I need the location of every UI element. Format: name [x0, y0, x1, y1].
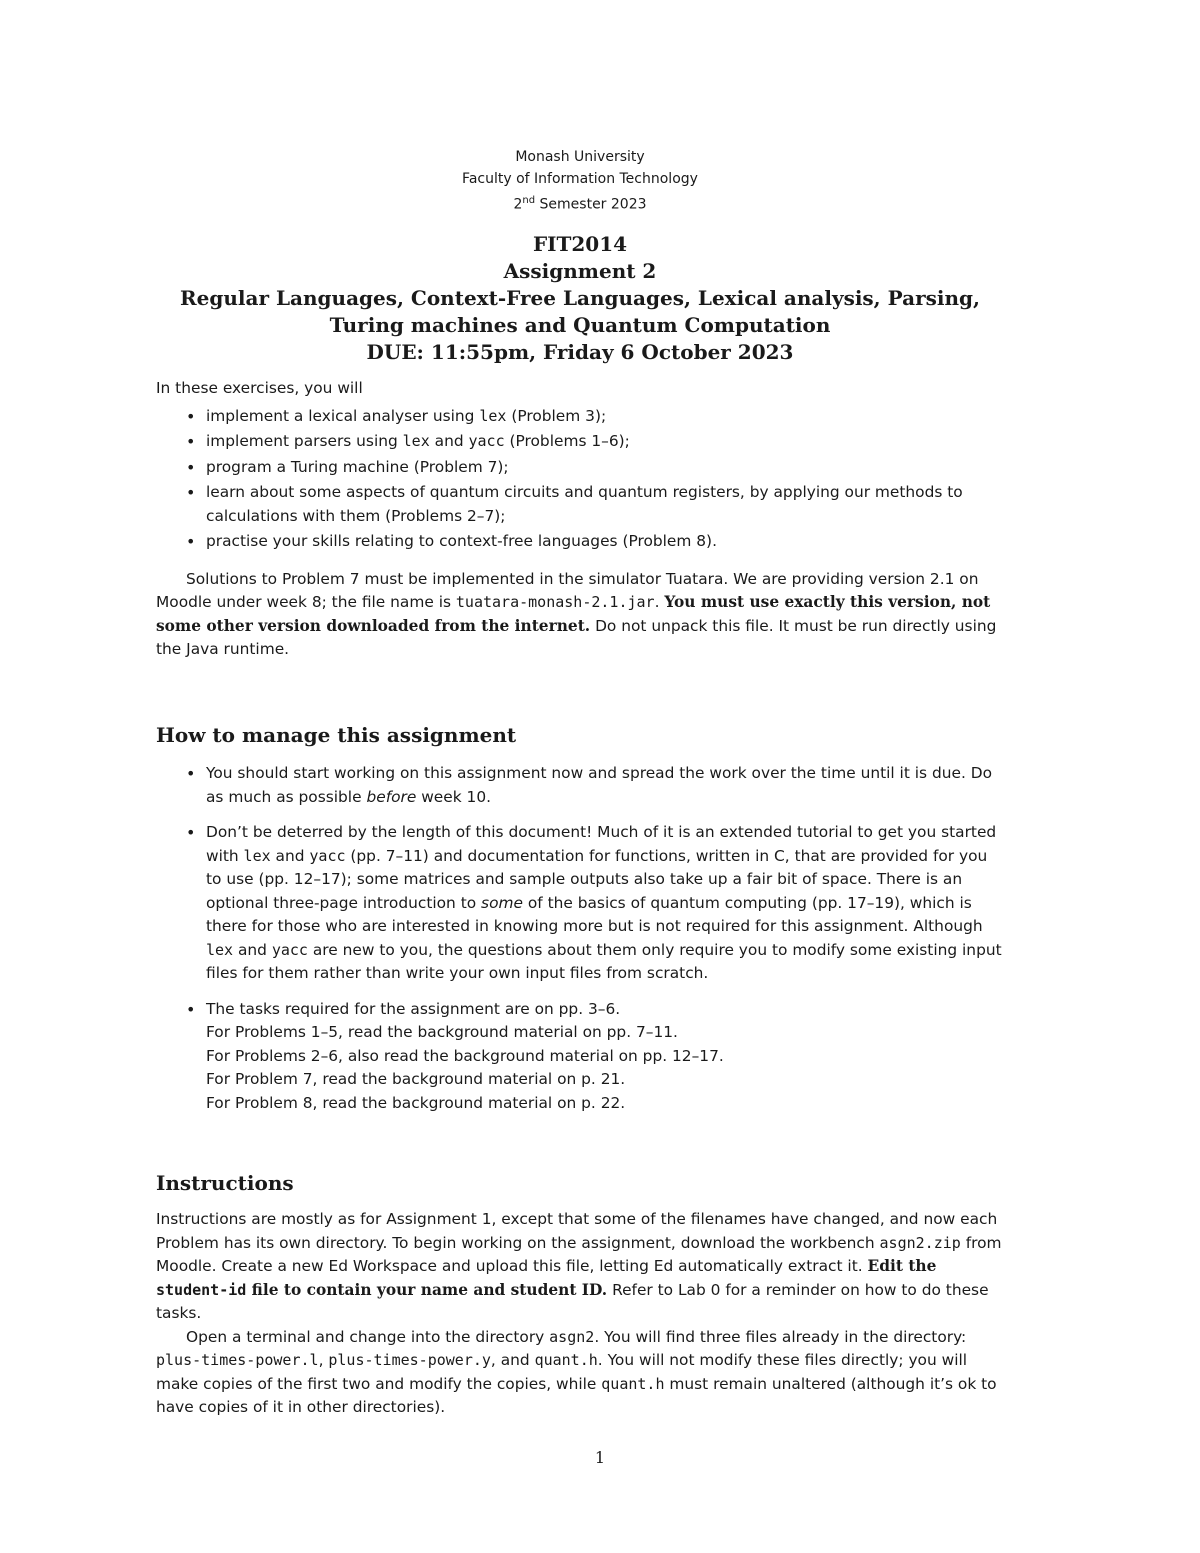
instructions-paragraph-1: Instructions are mostly as for Assignment 1, except that some of the filenames have changed, and now each Problem has its own directory. To begin working on the assignment, download the workbench asgn2.zip from Moodle. Create a new Ed Workspace and upload this file, letting Ed automatically extract it. Edit the student-id file to contain your name and student ID. Refer to Lab 0 for a reminder on how to do these tasks. — [156, 1210, 1002, 1322]
list-item — [156, 998, 1004, 1116]
task-line: For Problem 7, read the background material on p. 21. — [206, 1070, 626, 1088]
semester-sup: nd — [522, 195, 536, 206]
manage-heading: How to manage this assignment — [156, 723, 517, 747]
task-line: • The tasks required for the assignment are on pp. 3–6. — [206, 999, 621, 1018]
list-item: • program a Turing machine (Problem 7); — [156, 456, 1004, 480]
university-name: Monash University — [515, 149, 645, 165]
list-item: • You should start working on this assignment now and spread the work over the time until it is due. Do as much as possible before week 10. — [156, 762, 1004, 809]
intro-bullet-list — [156, 405, 1004, 554]
manage-section — [156, 722, 1004, 1115]
topic-line-1: Regular Languages, Context-Free Languages, Lexical analysis, Parsing, — [180, 286, 980, 310]
task-line: For Problems 1–5, read the background material on pp. 7–11. — [206, 1023, 678, 1041]
faculty-name: Faculty of Information Technology — [462, 171, 698, 187]
semester-ordinal: 2 — [513, 196, 523, 213]
manage-bullet-list — [156, 762, 1004, 1115]
semester-rest: Semester 2023 — [535, 196, 647, 213]
instructions-heading: Instructions — [156, 1171, 294, 1195]
intro-lead: In these exercises, you will — [156, 379, 363, 397]
list-item: • implement parsers using lex and yacc (Problems 1–6); — [156, 430, 1004, 454]
instructions-section — [156, 1170, 1004, 1420]
list-item: • Don’t be deterred by the length of this document! Much of it is an extended tutorial to get you started with lex and yacc (pp. 7–11) and documentation for functions, written in C, that are provided for you to use (pp. 12–17); some matrices and sample outputs also take up a fair bit of space. There is an optional three-page introduction to some of the basics of quantum computing (pp. 17–19), which is there for those who are interested in knowing more but is not required for this assignment. Although lex and yacc are new to you, the questions about them only require you to modify some existing input files for them rather than write your own input files from scratch. — [156, 821, 1004, 986]
task-line: For Problems 2–6, also read the background material on pp. 12–17. — [206, 1046, 724, 1065]
list-item: • practise your skills relating to context-free languages (Problem 8). — [156, 530, 1004, 554]
tuatara-paragraph: Solutions to Problem 7 must be implemented in the simulator Tuatara. We are providing version 2.1 on Moodle under week 8; the file name is tuatara-monash-2.1.jar. You must use exactly this version, not some other version downloaded from the internet. Do not unpack this file. It must be run directly using the Java runtime. — [156, 569, 997, 658]
unit-code: FIT2014 — [532, 232, 628, 256]
intro-section — [156, 377, 1004, 662]
assignment-title: Assignment 2 — [503, 259, 657, 283]
list-item: • learn about some aspects of quantum circuits and quantum registers, by applying our methods to calculations with them (Problems 2–7); — [156, 481, 1004, 528]
topic-line-2: Turing machines and Quantum Computation — [329, 313, 831, 337]
header-block — [156, 146, 1004, 216]
task-line: For Problem 8, read the background material on p. 22. — [206, 1093, 626, 1112]
due-date: DUE: 11:55pm, Friday 6 October 2023 — [366, 340, 794, 364]
list-item: • implement a lexical analyser using lex (Problem 3); — [156, 405, 1004, 429]
instructions-paragraph-2: Open a terminal and change into the directory asgn2. You will find three files already in the directory: plus-times-power.l, plus-times-power.y, and quant.h. You will not modify these files directly; you will make copies of the first two and modify the copies, while quant.h must remain unaltered (although it’s ok to have copies of it in other directories). — [156, 1327, 997, 1416]
page-number: 1 — [594, 1448, 606, 1467]
title-block — [116, 231, 1044, 366]
semester-line — [156, 190, 1004, 216]
